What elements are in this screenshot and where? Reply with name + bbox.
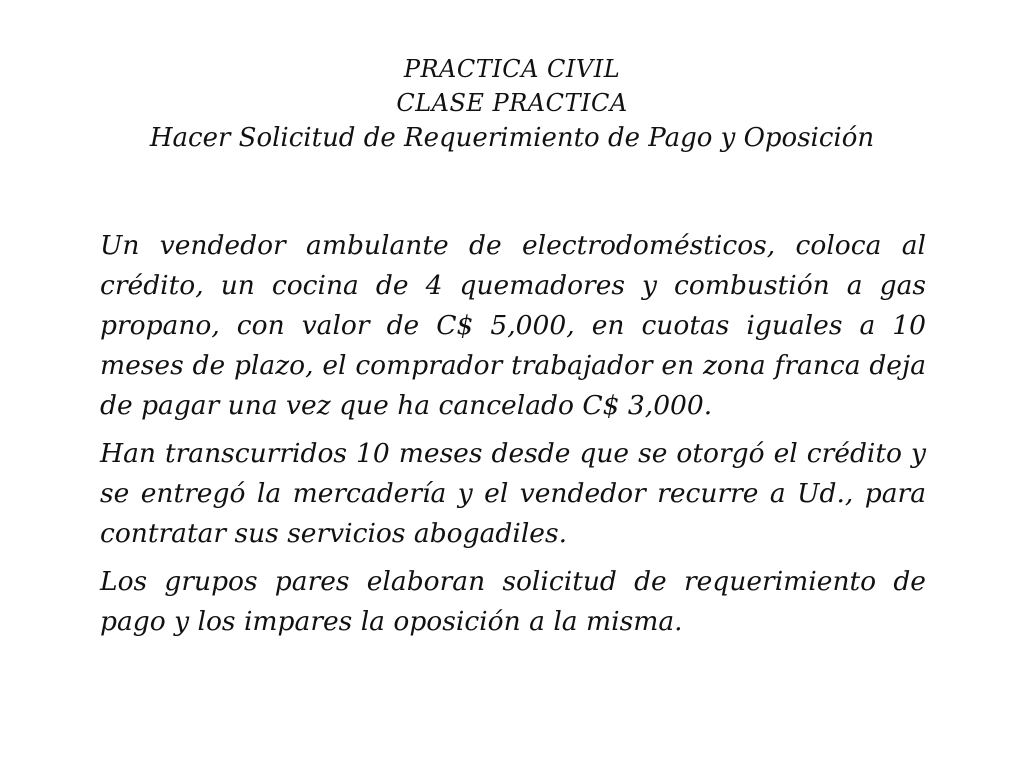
title-block	[0, 52, 1024, 156]
case-description	[100, 226, 926, 650]
assignment-title: Hacer Solicitud de Requerimiento de Pago y Oposición	[149, 123, 875, 153]
class-title: CLASE PRACTICA	[396, 89, 628, 117]
instructions-paragraph: Los grupos pares elaboran solicitud de requerimiento de pago y los impares la oposición a la misma.	[100, 566, 926, 637]
case-paragraph-2: Han transcurridos 10 meses desde que se otorgó el crédito y se entregó la mercadería y el vendedor recurre a Ud., para contratar sus servicios abogadiles.	[100, 438, 926, 549]
case-paragraph-1: Un vendedor ambulante de electrodomésticos, coloca al crédito, un cocina de 4 quemadores y combustión a gas propano, con valor de C$ 5,000, en cuotas iguales a 10 meses de plazo, el comprador trabajador en zona franca deja de pagar una vez que ha cancelado C$ 3,000.	[100, 230, 926, 421]
course-title: PRACTICA CIVIL	[403, 55, 621, 83]
